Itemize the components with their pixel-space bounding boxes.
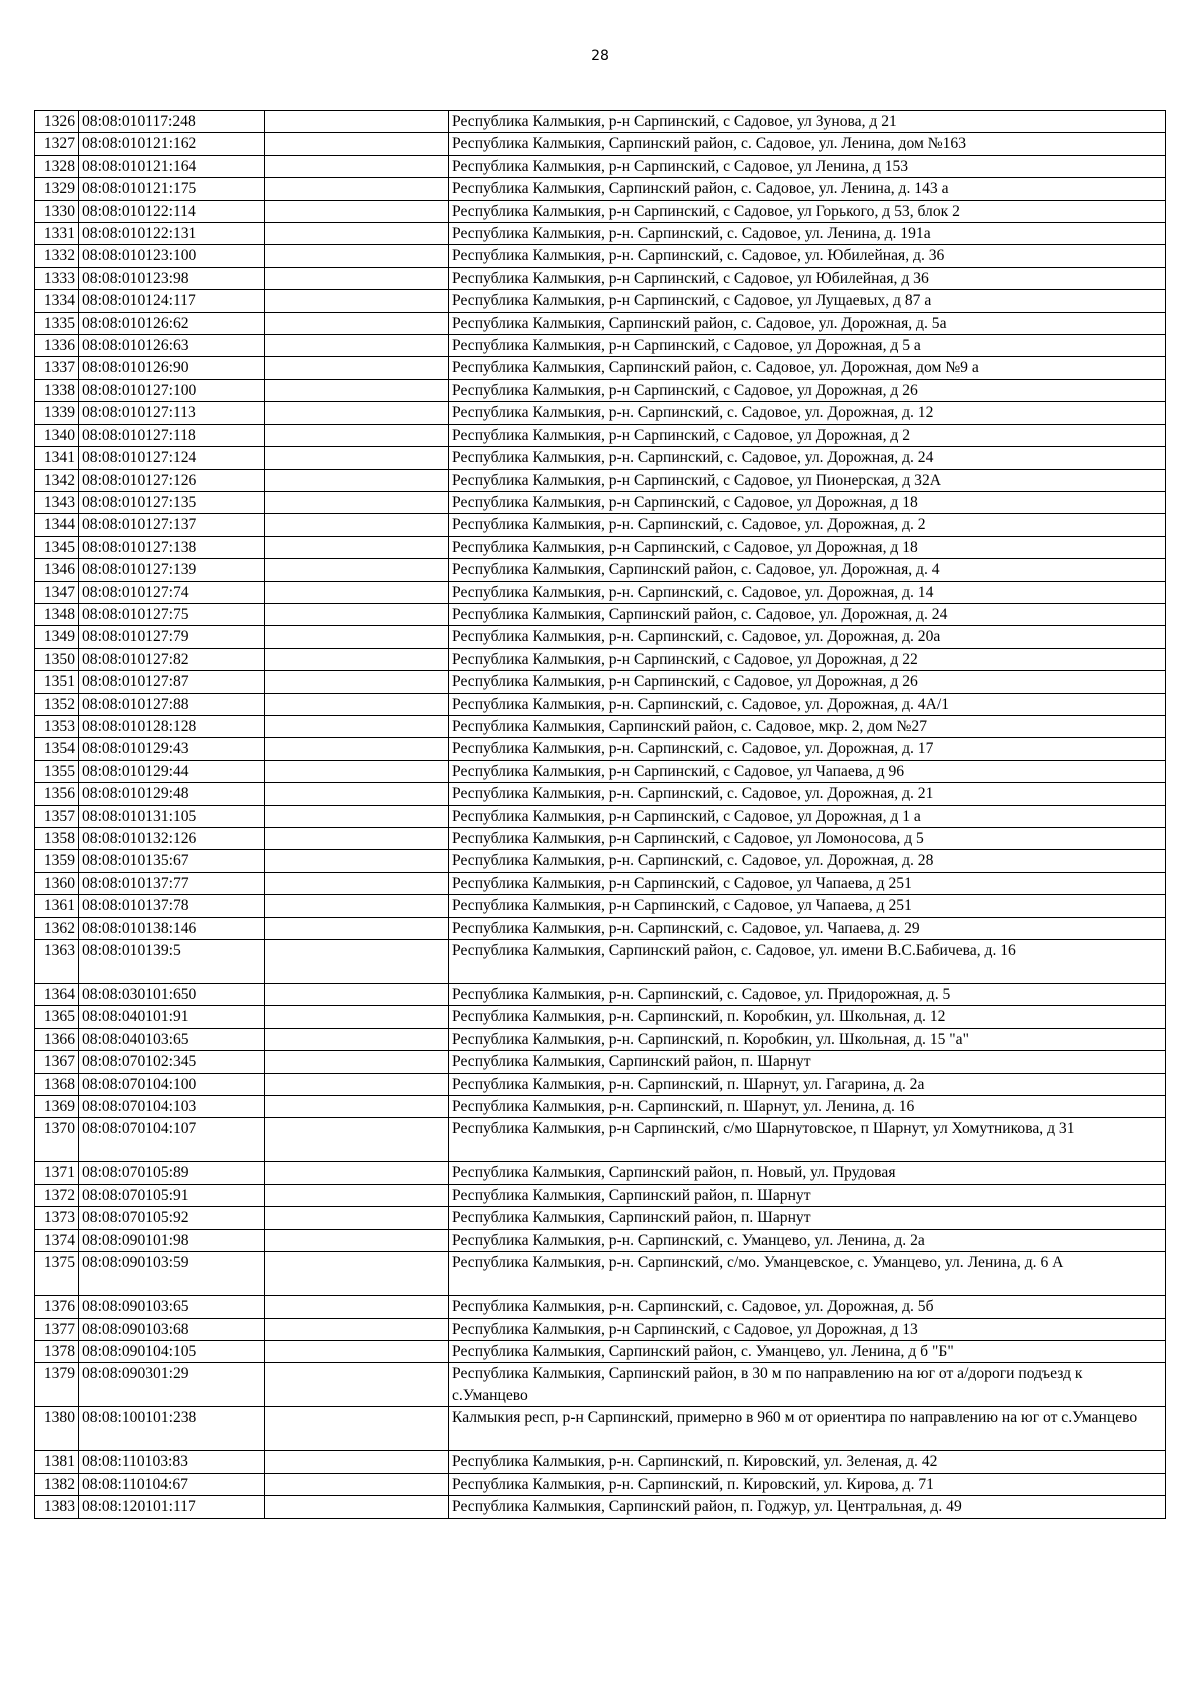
empty-cell xyxy=(265,402,449,424)
empty-cell xyxy=(265,245,449,267)
table-row xyxy=(35,379,1166,401)
table-row xyxy=(35,1118,1166,1162)
page-number: 28 xyxy=(591,48,609,64)
address-cell: Республика Калмыкия, р-н Сарпинский, с Садовое, ул Дорожная, д 22 xyxy=(449,648,1166,670)
table-row xyxy=(35,200,1166,222)
cadastral-number-cell: 08:08:010127:139 xyxy=(79,559,265,581)
empty-cell xyxy=(265,447,449,469)
row-number-cell: 1337 xyxy=(35,357,79,379)
cadastral-number-cell: 08:08:070105:89 xyxy=(79,1162,265,1184)
table-row xyxy=(35,267,1166,289)
table-row xyxy=(35,559,1166,581)
row-number-cell: 1353 xyxy=(35,715,79,737)
address-cell: Республика Калмыкия, Сарпинский район, с. Садовое, ул. Ленина, дом №163 xyxy=(449,133,1166,155)
table-row xyxy=(35,783,1166,805)
cadastral-number-cell: 08:08:010127:74 xyxy=(79,581,265,603)
empty-cell xyxy=(265,178,449,200)
address-cell: Республика Калмыкия, Сарпинский район, в 30 м по направлению на юг от а/дороги подъезд к с.Уманцево xyxy=(449,1363,1166,1407)
table-row xyxy=(35,1028,1166,1050)
table-row xyxy=(35,984,1166,1006)
empty-cell xyxy=(265,1096,449,1118)
table-row xyxy=(35,760,1166,782)
address-cell: Республика Калмыкия, р-н Сарпинский, с Садовое, ул Горького, д 53, блок 2 xyxy=(449,200,1166,222)
table-row xyxy=(35,1318,1166,1340)
table-row xyxy=(35,514,1166,536)
empty-cell xyxy=(265,536,449,558)
address-cell: Республика Калмыкия, Сарпинский район, с. Садовое, мкр. 2, дом №27 xyxy=(449,715,1166,737)
empty-cell xyxy=(265,1363,449,1407)
empty-cell xyxy=(265,267,449,289)
cadastral-number-cell: 08:08:010127:126 xyxy=(79,469,265,491)
table-row xyxy=(35,648,1166,670)
row-number-cell: 1364 xyxy=(35,984,79,1006)
empty-cell xyxy=(265,1162,449,1184)
table-row xyxy=(35,895,1166,917)
address-cell: Республика Калмыкия, р-н. Сарпинский, п. Шарнут, ул. Гагарина, д. 2а xyxy=(449,1073,1166,1095)
cadastral-number-cell: 08:08:070104:100 xyxy=(79,1073,265,1095)
cadastral-number-cell: 08:08:010137:78 xyxy=(79,895,265,917)
empty-cell xyxy=(265,1184,449,1206)
table-row xyxy=(35,581,1166,603)
row-number-cell: 1334 xyxy=(35,290,79,312)
table-row xyxy=(35,715,1166,737)
cadastral-number-cell: 08:08:010117:248 xyxy=(79,111,265,133)
empty-cell xyxy=(265,491,449,513)
address-cell: Республика Калмыкия, Сарпинский район, с. Садовое, ул. Дорожная, д. 5а xyxy=(449,312,1166,334)
cadastral-number-cell: 08:08:010123:100 xyxy=(79,245,265,267)
address-cell: Республика Калмыкия, Сарпинский район, п. Шарнут xyxy=(449,1184,1166,1206)
row-number-cell: 1367 xyxy=(35,1051,79,1073)
row-number-cell: 1370 xyxy=(35,1118,79,1162)
empty-cell xyxy=(265,626,449,648)
table-row xyxy=(35,1296,1166,1318)
address-cell: Республика Калмыкия, р-н Сарпинский, с Садовое, ул Дорожная, д 26 xyxy=(449,671,1166,693)
empty-cell xyxy=(265,1051,449,1073)
table-row xyxy=(35,491,1166,513)
address-cell: Республика Калмыкия, р-н Сарпинский, с Садовое, ул Дорожная, д 13 xyxy=(449,1318,1166,1340)
table-row xyxy=(35,155,1166,177)
cadastral-number-cell: 08:08:090103:59 xyxy=(79,1252,265,1296)
address-cell: Республика Калмыкия, р-н. Сарпинский, с. Садовое, ул. Дорожная, д. 4А/1 xyxy=(449,693,1166,715)
address-cell: Республика Калмыкия, р-н Сарпинский, с Садовое, ул Ломоносова, д 5 xyxy=(449,828,1166,850)
address-cell: Республика Калмыкия, Сарпинский район, п. Годжур, ул. Центральная, д. 49 xyxy=(449,1496,1166,1518)
address-cell: Республика Калмыкия, р-н. Сарпинский, п. Кировский, ул. Зеленая, д. 42 xyxy=(449,1451,1166,1473)
address-cell: Республика Калмыкия, р-н. Сарпинский, с. Садовое, ул. Дорожная, д. 28 xyxy=(449,850,1166,872)
row-number-cell: 1341 xyxy=(35,447,79,469)
registry-table-body xyxy=(35,111,1166,1519)
table-row xyxy=(35,1207,1166,1229)
address-cell: Республика Калмыкия, р-н Сарпинский, с Садовое, ул Чапаева, д 96 xyxy=(449,760,1166,782)
empty-cell xyxy=(265,111,449,133)
address-cell: Республика Калмыкия, р-н. Сарпинский, п. Кировский, ул. Кирова, д. 71 xyxy=(449,1473,1166,1495)
cadastral-number-cell: 08:08:010135:67 xyxy=(79,850,265,872)
row-number-cell: 1359 xyxy=(35,850,79,872)
row-number-cell: 1327 xyxy=(35,133,79,155)
table-row xyxy=(35,1229,1166,1251)
row-number-cell: 1335 xyxy=(35,312,79,334)
cadastral-number-cell: 08:08:010127:135 xyxy=(79,491,265,513)
table-row xyxy=(35,626,1166,648)
row-number-cell: 1345 xyxy=(35,536,79,558)
row-number-cell: 1372 xyxy=(35,1184,79,1206)
address-cell: Республика Калмыкия, Сарпинский район, с. Садовое, ул. Дорожная, дом №9 а xyxy=(449,357,1166,379)
empty-cell xyxy=(265,1473,449,1495)
row-number-cell: 1328 xyxy=(35,155,79,177)
cadastral-number-cell: 08:08:090104:105 xyxy=(79,1340,265,1362)
row-number-cell: 1380 xyxy=(35,1407,79,1451)
table-row xyxy=(35,133,1166,155)
row-number-cell: 1349 xyxy=(35,626,79,648)
table-row xyxy=(35,178,1166,200)
table-row xyxy=(35,1407,1166,1451)
address-cell: Республика Калмыкия, р-н Сарпинский, с Садовое, ул Пионерская, д 32А xyxy=(449,469,1166,491)
empty-cell xyxy=(265,1496,449,1518)
address-cell: Республика Калмыкия, р-н. Сарпинский, п. Коробкин, ул. Школьная, д. 12 xyxy=(449,1006,1166,1028)
cadastral-number-cell: 08:08:040103:65 xyxy=(79,1028,265,1050)
cadastral-number-cell: 08:08:010132:126 xyxy=(79,828,265,850)
empty-cell xyxy=(265,1207,449,1229)
row-number-cell: 1383 xyxy=(35,1496,79,1518)
table-row xyxy=(35,1496,1166,1518)
table-row xyxy=(35,111,1166,133)
empty-cell xyxy=(265,693,449,715)
row-number-cell: 1346 xyxy=(35,559,79,581)
empty-cell xyxy=(265,648,449,670)
cadastral-number-cell: 08:08:010121:164 xyxy=(79,155,265,177)
address-cell: Республика Калмыкия, р-н Сарпинский, с Садовое, ул Чапаева, д 251 xyxy=(449,872,1166,894)
empty-cell xyxy=(265,155,449,177)
cadastral-number-cell: 08:08:010127:113 xyxy=(79,402,265,424)
empty-cell xyxy=(265,671,449,693)
cadastral-number-cell: 08:08:010127:75 xyxy=(79,603,265,625)
address-cell: Республика Калмыкия, р-н. Сарпинский, с. Садовое, ул. Дорожная, д. 21 xyxy=(449,783,1166,805)
empty-cell xyxy=(265,1229,449,1251)
row-number-cell: 1355 xyxy=(35,760,79,782)
table-row xyxy=(35,1073,1166,1095)
table-row xyxy=(35,1252,1166,1296)
cadastral-number-cell: 08:08:070102:345 xyxy=(79,1051,265,1073)
table-row xyxy=(35,1006,1166,1028)
address-cell: Республика Калмыкия, р-н Сарпинский, с Садовое, ул Зунова, д 21 xyxy=(449,111,1166,133)
row-number-cell: 1362 xyxy=(35,917,79,939)
address-cell: Республика Калмыкия, Сарпинский район, с. Садовое, ул. имени В.С.Бабичева, д. 16 xyxy=(449,940,1166,984)
empty-cell xyxy=(265,1028,449,1050)
empty-cell xyxy=(265,1006,449,1028)
row-number-cell: 1374 xyxy=(35,1229,79,1251)
row-number-cell: 1351 xyxy=(35,671,79,693)
cadastral-number-cell: 08:08:010127:100 xyxy=(79,379,265,401)
cadastral-number-cell: 08:08:010127:138 xyxy=(79,536,265,558)
empty-cell xyxy=(265,223,449,245)
cadastral-number-cell: 08:08:010127:79 xyxy=(79,626,265,648)
row-number-cell: 1332 xyxy=(35,245,79,267)
cadastral-number-cell: 08:08:010139:5 xyxy=(79,940,265,984)
empty-cell xyxy=(265,828,449,850)
cadastral-number-cell: 08:08:010137:77 xyxy=(79,872,265,894)
empty-cell xyxy=(265,805,449,827)
table-row xyxy=(35,693,1166,715)
row-number-cell: 1333 xyxy=(35,267,79,289)
cadastral-number-cell: 08:08:090103:65 xyxy=(79,1296,265,1318)
table-row xyxy=(35,940,1166,984)
row-number-cell: 1379 xyxy=(35,1363,79,1407)
address-cell: Республика Калмыкия, р-н. Сарпинский, с. Садовое, ул. Дорожная, д. 17 xyxy=(449,738,1166,760)
table-row xyxy=(35,447,1166,469)
empty-cell xyxy=(265,514,449,536)
empty-cell xyxy=(265,1451,449,1473)
address-cell: Республика Калмыкия, р-н Сарпинский, с Садовое, ул Дорожная, д 18 xyxy=(449,491,1166,513)
empty-cell xyxy=(265,1073,449,1095)
table-row xyxy=(35,357,1166,379)
cadastral-number-cell: 08:08:070104:107 xyxy=(79,1118,265,1162)
empty-cell xyxy=(265,469,449,491)
cadastral-number-cell: 08:08:110104:67 xyxy=(79,1473,265,1495)
address-cell: Республика Калмыкия, Сарпинский район, с. Садовое, ул. Дорожная, д. 4 xyxy=(449,559,1166,581)
empty-cell xyxy=(265,290,449,312)
empty-cell xyxy=(265,335,449,357)
row-number-cell: 1378 xyxy=(35,1340,79,1362)
table-row xyxy=(35,805,1166,827)
row-number-cell: 1336 xyxy=(35,335,79,357)
table-row xyxy=(35,1096,1166,1118)
empty-cell xyxy=(265,312,449,334)
table-row xyxy=(35,335,1166,357)
cadastral-number-cell: 08:08:030101:650 xyxy=(79,984,265,1006)
row-number-cell: 1375 xyxy=(35,1252,79,1296)
address-cell: Республика Калмыкия, р-н. Сарпинский, с. Садовое, ул. Юбилейная, д. 36 xyxy=(449,245,1166,267)
table-row xyxy=(35,850,1166,872)
row-number-cell: 1339 xyxy=(35,402,79,424)
address-cell: Республика Калмыкия, Сарпинский район, с. Уманцево, ул. Ленина, д б "Б" xyxy=(449,1340,1166,1362)
cadastral-number-cell: 08:08:010126:90 xyxy=(79,357,265,379)
cadastral-number-cell: 08:08:010129:43 xyxy=(79,738,265,760)
address-cell: Республика Калмыкия, р-н. Сарпинский, с. Садовое, ул. Дорожная, д. 20а xyxy=(449,626,1166,648)
empty-cell xyxy=(265,424,449,446)
table-row xyxy=(35,469,1166,491)
table-row xyxy=(35,402,1166,424)
address-cell: Республика Калмыкия, р-н Сарпинский, с Садовое, ул Лущаевых, д 87 а xyxy=(449,290,1166,312)
table-row xyxy=(35,828,1166,850)
empty-cell xyxy=(265,850,449,872)
cadastral-number-cell: 08:08:090101:98 xyxy=(79,1229,265,1251)
row-number-cell: 1377 xyxy=(35,1318,79,1340)
cadastral-number-cell: 08:08:120101:117 xyxy=(79,1496,265,1518)
address-cell: Республика Калмыкия, р-н Сарпинский, с Садовое, ул Юбилейная, д 36 xyxy=(449,267,1166,289)
row-number-cell: 1365 xyxy=(35,1006,79,1028)
address-cell: Республика Калмыкия, р-н. Сарпинский, с. Садовое, ул. Чапаева, д. 29 xyxy=(449,917,1166,939)
cadastral-number-cell: 08:08:010121:175 xyxy=(79,178,265,200)
address-cell: Республика Калмыкия, р-н. Сарпинский, с. Садовое, ул. Дорожная, д. 14 xyxy=(449,581,1166,603)
address-cell: Республика Калмыкия, р-н Сарпинский, с Садовое, ул Дорожная, д 1 а xyxy=(449,805,1166,827)
address-cell: Республика Калмыкия, р-н Сарпинский, с Садовое, ул Дорожная, д 5 а xyxy=(449,335,1166,357)
row-number-cell: 1340 xyxy=(35,424,79,446)
address-cell: Республика Калмыкия, р-н Сарпинский, с Садовое, ул Ленина, д 153 xyxy=(449,155,1166,177)
address-cell: Республика Калмыкия, р-н. Сарпинский, с/мо. Уманцевское, с. Уманцево, ул. Ленина, д. 6 А xyxy=(449,1252,1166,1296)
cadastral-number-cell: 08:08:010127:137 xyxy=(79,514,265,536)
row-number-cell: 1350 xyxy=(35,648,79,670)
address-cell: Республика Калмыкия, р-н Сарпинский, с Садовое, ул Чапаева, д 251 xyxy=(449,895,1166,917)
address-cell: Республика Калмыкия, р-н. Сарпинский, п. Шарнут, ул. Ленина, д. 16 xyxy=(449,1096,1166,1118)
row-number-cell: 1360 xyxy=(35,872,79,894)
empty-cell xyxy=(265,783,449,805)
row-number-cell: 1347 xyxy=(35,581,79,603)
empty-cell xyxy=(265,984,449,1006)
empty-cell xyxy=(265,1118,449,1162)
cadastral-number-cell: 08:08:010123:98 xyxy=(79,267,265,289)
empty-cell xyxy=(265,1318,449,1340)
empty-cell xyxy=(265,872,449,894)
empty-cell xyxy=(265,738,449,760)
row-number-cell: 1357 xyxy=(35,805,79,827)
table-row xyxy=(35,1363,1166,1407)
empty-cell xyxy=(265,200,449,222)
address-cell: Республика Калмыкия, Сарпинский район, п. Новый, ул. Прудовая xyxy=(449,1162,1166,1184)
table-row xyxy=(35,245,1166,267)
cadastral-number-cell: 08:08:090103:68 xyxy=(79,1318,265,1340)
table-row xyxy=(35,312,1166,334)
row-number-cell: 1326 xyxy=(35,111,79,133)
empty-cell xyxy=(265,581,449,603)
cadastral-number-cell: 08:08:010127:88 xyxy=(79,693,265,715)
row-number-cell: 1373 xyxy=(35,1207,79,1229)
address-cell: Республика Калмыкия, Сарпинский район, с. Садовое, ул. Дорожная, д. 24 xyxy=(449,603,1166,625)
address-cell: Республика Калмыкия, р-н. Сарпинский, п. Коробкин, ул. Школьная, д. 15 "а" xyxy=(449,1028,1166,1050)
cadastral-number-cell: 08:08:010126:63 xyxy=(79,335,265,357)
row-number-cell: 1363 xyxy=(35,940,79,984)
address-cell: Республика Калмыкия, р-н. Сарпинский, с. Уманцево, ул. Ленина, д. 2а xyxy=(449,1229,1166,1251)
row-number-cell: 1344 xyxy=(35,514,79,536)
empty-cell xyxy=(265,760,449,782)
empty-cell xyxy=(265,715,449,737)
empty-cell xyxy=(265,357,449,379)
table-row xyxy=(35,603,1166,625)
empty-cell xyxy=(265,133,449,155)
cadastral-number-cell: 08:08:010127:87 xyxy=(79,671,265,693)
cadastral-number-cell: 08:08:010131:105 xyxy=(79,805,265,827)
address-cell: Республика Калмыкия, р-н Сарпинский, с Садовое, ул Дорожная, д 26 xyxy=(449,379,1166,401)
row-number-cell: 1331 xyxy=(35,223,79,245)
row-number-cell: 1382 xyxy=(35,1473,79,1495)
empty-cell xyxy=(265,940,449,984)
cadastral-number-cell: 08:08:070105:91 xyxy=(79,1184,265,1206)
empty-cell xyxy=(265,1407,449,1451)
row-number-cell: 1356 xyxy=(35,783,79,805)
empty-cell xyxy=(265,1340,449,1362)
table-row xyxy=(35,424,1166,446)
cadastral-number-cell: 08:08:100101:238 xyxy=(79,1407,265,1451)
row-number-cell: 1330 xyxy=(35,200,79,222)
row-number-cell: 1352 xyxy=(35,693,79,715)
address-cell: Калмыкия респ, р-н Сарпинский, примерно в 960 м от ориентира по направлению на юг от с.Уманцево xyxy=(449,1407,1166,1451)
row-number-cell: 1371 xyxy=(35,1162,79,1184)
address-cell: Республика Калмыкия, р-н Сарпинский, с Садовое, ул Дорожная, д 18 xyxy=(449,536,1166,558)
row-number-cell: 1348 xyxy=(35,603,79,625)
address-cell: Республика Калмыкия, р-н Сарпинский, с Садовое, ул Дорожная, д 2 xyxy=(449,424,1166,446)
table-row xyxy=(35,290,1166,312)
cadastral-number-cell: 08:08:010128:128 xyxy=(79,715,265,737)
cadastral-number-cell: 08:08:090301:29 xyxy=(79,1363,265,1407)
empty-cell xyxy=(265,917,449,939)
address-cell: Республика Калмыкия, р-н. Сарпинский, с. Садовое, ул. Дорожная, д. 24 xyxy=(449,447,1166,469)
address-cell: Республика Калмыкия, р-н Сарпинский, с/мо Шарнутовское, п Шарнут, ул Хомутникова, д 31 xyxy=(449,1118,1166,1162)
address-cell: Республика Калмыкия, Сарпинский район, с. Садовое, ул. Ленина, д. 143 а xyxy=(449,178,1166,200)
row-number-cell: 1369 xyxy=(35,1096,79,1118)
row-number-cell: 1361 xyxy=(35,895,79,917)
empty-cell xyxy=(265,895,449,917)
cadastral-number-cell: 08:08:010129:48 xyxy=(79,783,265,805)
cadastral-number-cell: 08:08:010127:118 xyxy=(79,424,265,446)
row-number-cell: 1376 xyxy=(35,1296,79,1318)
row-number-cell: 1342 xyxy=(35,469,79,491)
cadastral-number-cell: 08:08:110103:83 xyxy=(79,1451,265,1473)
row-number-cell: 1354 xyxy=(35,738,79,760)
cadastral-number-cell: 08:08:010122:131 xyxy=(79,223,265,245)
row-number-cell: 1381 xyxy=(35,1451,79,1473)
row-number-cell: 1338 xyxy=(35,379,79,401)
table-row xyxy=(35,671,1166,693)
address-cell: Республика Калмыкия, р-н. Сарпинский, с. Садовое, ул. Ленина, д. 191а xyxy=(449,223,1166,245)
table-row xyxy=(35,1451,1166,1473)
cadastral-number-cell: 08:08:010124:117 xyxy=(79,290,265,312)
table-row xyxy=(35,1051,1166,1073)
cadastral-number-cell: 08:08:070105:92 xyxy=(79,1207,265,1229)
table-row xyxy=(35,917,1166,939)
cadastral-number-cell: 08:08:010138:146 xyxy=(79,917,265,939)
cadastral-number-cell: 08:08:040101:91 xyxy=(79,1006,265,1028)
cadastral-number-cell: 08:08:010129:44 xyxy=(79,760,265,782)
address-cell: Республика Калмыкия, р-н. Сарпинский, с. Садовое, ул. Придорожная, д. 5 xyxy=(449,984,1166,1006)
row-number-cell: 1366 xyxy=(35,1028,79,1050)
cadastral-number-cell: 08:08:010122:114 xyxy=(79,200,265,222)
empty-cell xyxy=(265,559,449,581)
table-row xyxy=(35,1184,1166,1206)
table-row xyxy=(35,1162,1166,1184)
cadastral-number-cell: 08:08:010127:124 xyxy=(79,447,265,469)
cadastral-number-cell: 08:08:010127:82 xyxy=(79,648,265,670)
table-row xyxy=(35,536,1166,558)
row-number-cell: 1368 xyxy=(35,1073,79,1095)
table-row xyxy=(35,1473,1166,1495)
empty-cell xyxy=(265,1252,449,1296)
empty-cell xyxy=(265,379,449,401)
table-row xyxy=(35,223,1166,245)
row-number-cell: 1343 xyxy=(35,491,79,513)
row-number-cell: 1329 xyxy=(35,178,79,200)
empty-cell xyxy=(265,603,449,625)
address-cell: Республика Калмыкия, Сарпинский район, п. Шарнут xyxy=(449,1051,1166,1073)
address-cell: Республика Калмыкия, р-н. Сарпинский, с. Садовое, ул. Дорожная, д. 2 xyxy=(449,514,1166,536)
address-cell: Республика Калмыкия, Сарпинский район, п. Шарнут xyxy=(449,1207,1166,1229)
empty-cell xyxy=(265,1296,449,1318)
property-registry-table xyxy=(34,110,1166,1519)
cadastral-number-cell: 08:08:070104:103 xyxy=(79,1096,265,1118)
table-row xyxy=(35,738,1166,760)
table-row xyxy=(35,1340,1166,1362)
address-cell: Республика Калмыкия, р-н. Сарпинский, с. Садовое, ул. Дорожная, д. 12 xyxy=(449,402,1166,424)
address-cell: Республика Калмыкия, р-н. Сарпинский, с. Садовое, ул. Дорожная, д. 5б xyxy=(449,1296,1166,1318)
cadastral-number-cell: 08:08:010121:162 xyxy=(79,133,265,155)
row-number-cell: 1358 xyxy=(35,828,79,850)
cadastral-number-cell: 08:08:010126:62 xyxy=(79,312,265,334)
table-row xyxy=(35,872,1166,894)
